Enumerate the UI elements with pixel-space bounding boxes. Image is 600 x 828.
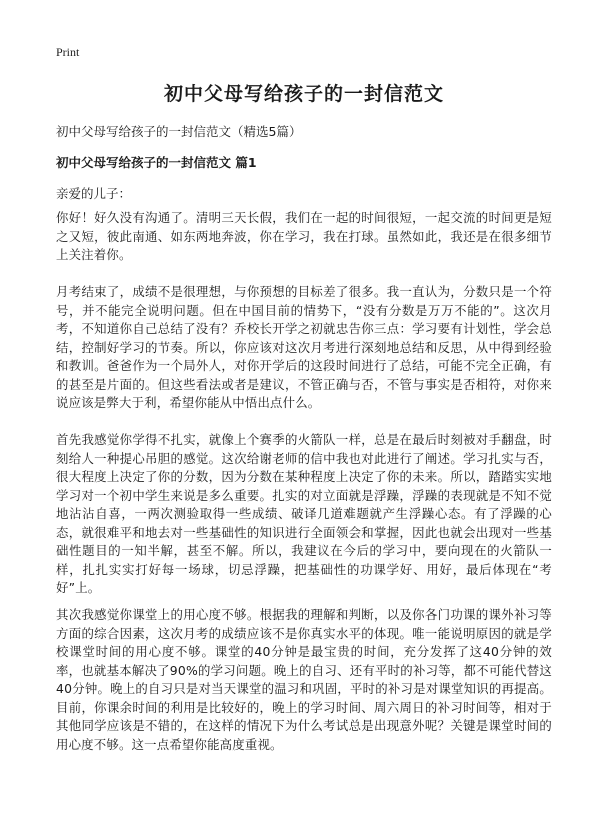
letter-paragraph: 月考结束了，成绩不是很理想，与你预想的目标差了很多。我一直认为，分数只是一个符号，并不能完全说明问题。但在中国目前的情势下，“没有分数是万万不能的”。这次月考，不知道你自己总结了没有？乔校长开学之初就忠告你三点：学习要有计划性，学会总结，控制好学习的节奏。所以，你应该对这次月考进行深刻地总结和反思，从中得到经验和教训。爸爸作为一个局外人，对你开学后的这段时间进行了总结，可能不完全正确，有的甚至是片面的。但这些看法或者是建议，不管正确与否，不管与事实是否相符，对你来说应该是弊大于利，希望你能从中悟出点什么。 [56,284,552,410]
letter-paragraph: 首先我感觉你学得不扎实，就像上个赛季的火箭队一样，总是在最后时刻被对手翻盘，时刻给人一种提心吊胆的感觉。这次给谢老师的信中我也对此进行了阐述。学习扎实与否，很大程度上决定了你的分数，因为分数在某种程度上决定了你的未来。所以，踏踏实实地学习对一个初中学生来说是多么重要。扎实的对立面就是浮躁，浮躁的表现就是不知不觉地沾沾自喜，一两次测验取得一些成绩、破译几道难题就产生浮躁心态。有了浮躁的心态，就很难平和地去对一些基础性的知识进行全面领会和掌握，因此也就会出现对一些基础性题目的一知半解，甚至不解。所以，我建议在今后的学习中，要向现在的火箭队一样，扎扎实实打好每一场球，切忌浮躁，把基础性的功课学好、用好，最后体现在“考好”上。 [56,432,552,595]
letter-paragraph: 你好！好久没有沟通了。清明三天长假，我们在一起的时间很短，一起交流的时间更是短之又短，彼此南通、如东两地奔波，你在学习，我在打球。虽然如此，我还是在很多细节上关注着你。 [56,210,552,262]
page-title: 初中父母写给孩子的一封信范文 [163,83,444,105]
article-subtitle: 初中父母写给孩子的一封信范文（精选5篇） [56,124,302,139]
section-heading: 初中父母写给孩子的一封信范文 篇1 [56,155,257,170]
letter-paragraph: 其次我感觉你课堂上的用心度不够。根据我的理解和判断，以及你各门功课的课外补习等方面的综合因素，这次月考的成绩应该不是你真实水平的体现。唯一能说明原因的就是学校课堂时间的用心度不够。课堂的40分钟是最宝贵的时间，充分发挥了这40分钟的效率，也就基本解决了90%的学习问题。晚上的自习、还有平时的补习等，都不可能代替这40分钟。晚上的自习只是对当天课堂的温习和巩固，平时的补习是对课堂知识的再提高。目前，你课余时间的利用是比较好的，晚上的学习时间、周六周日的补习时间等，相对于其他同学应该是不错的，在这样的情况下为什么考试总是出现意外呢？关键是课堂时间的用心度不够。这一点希望你能高度重视。 [56,607,552,752]
letter-greeting: 亲爱的儿子： [56,186,132,201]
print-link[interactable]: Print [56,45,80,59]
